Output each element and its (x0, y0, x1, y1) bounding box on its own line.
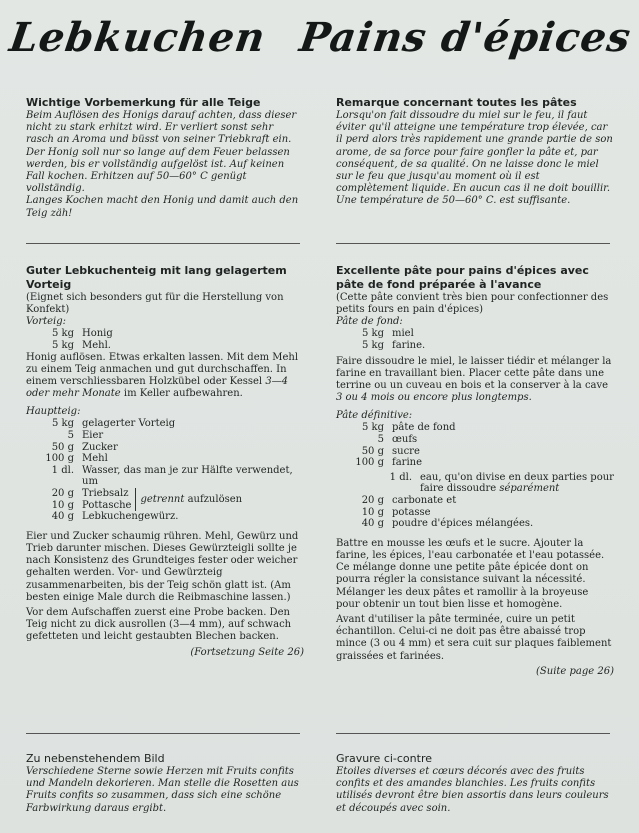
ingredient-qty: 5 (377, 434, 384, 445)
de-caption-text: Verschiedene Sterne sowie Herzen mit Fruits confits und Mandeln dekorieren. Man stelle die Rosetten aus Fruits confits so zusammen, dass sich eine schöne Farbwirkung daraus ergibt. (26, 766, 299, 814)
de-vorteig-instructions (26, 352, 304, 401)
ingredient-name: poudre d'épices mélangées. (392, 518, 534, 530)
text-italic: getrennt (140, 493, 185, 505)
fr-recipe-note: (Cette pâte convient très bien pour confectionner des petits fours en pain d'épices) (336, 292, 609, 316)
fr-heading-caption: Gravure ci-contre (336, 752, 432, 765)
ingredient-qty: 50 g (51, 441, 74, 453)
ingredient-row (26, 418, 304, 430)
divider (26, 733, 300, 734)
text: aufzulösen (187, 493, 243, 505)
de-heading-caption: Zu nebenstehendem Bild (26, 752, 165, 765)
fr-continuation-ref: (Suite page 26) (536, 665, 614, 677)
fr-heading-recipe: Excellente pâte pour pains d'épices avec pâte de fond préparée à l'avance (336, 264, 589, 291)
ingredient-row (26, 511, 304, 523)
ingredient-name: farine. (392, 340, 426, 351)
de-heading-recipe: Guter Lebkuchenteig mit lang gelagertem Vorteig (26, 264, 287, 291)
ingredient-name: Pottasche (82, 499, 132, 511)
de-preliminary-text: Beim Auflösen des Honigs darauf achten, dass dieser nicht zu stark erhitzt wird. Er verliert sonst sehr rasch an Aroma und büsst von seiner Triebkraft ein. Der Honig soll nur so lange auf dem Feuer belassen werden, bis er vollständig aufgelöst ist. Auf keinen Fall kochen. Erhitzen auf 50—60° C genügt vollständig. (26, 110, 297, 195)
text-italic: 3—4 oder mehr Monate (26, 376, 289, 400)
ingredient-name: miel (392, 328, 414, 340)
ingredient-qty: 5 kg (51, 340, 74, 351)
title-german: Lebkuchen (6, 14, 269, 61)
ingredient-name: potasse (392, 506, 431, 518)
de-continuation-ref: (Fortsetzung Seite 26) (190, 646, 304, 658)
divider (336, 243, 610, 244)
ingredient-row (26, 465, 304, 488)
ingredient-name: sucre (392, 445, 420, 457)
fr-heading-preliminary: Remarque concernant toutes les pâtes (336, 96, 577, 109)
ingredient-name: carbonate et (392, 494, 457, 506)
text: im Keller aufbewahren. (123, 388, 243, 400)
ingredient-row (26, 453, 304, 465)
ingredient-row (336, 495, 614, 507)
fr-label-fond: Pâte de fond: (336, 316, 403, 328)
ingredient-row (336, 472, 614, 495)
brace-items (26, 488, 136, 511)
ingredient-row (336, 518, 614, 530)
de-hauptteig-list (26, 418, 304, 522)
ingredient-row (336, 446, 614, 458)
de-section-preliminary (26, 96, 304, 220)
brace-note (136, 494, 242, 506)
ingredient-row (336, 422, 614, 434)
de-section-recipe (26, 264, 304, 659)
fr-baking-text: Avant d'utiliser la pâte terminée, cuire un petit échantillon. Celui-ci ne doit pas être abaissé trop mince (3 ou 4 mm) et sera cuit sur plaques faiblement graissées et farinées. (336, 613, 612, 662)
ingredient-name (420, 472, 614, 495)
ingredient-name: Triebsalz (82, 487, 129, 499)
ingredient-qty: 1 dl. (389, 471, 412, 483)
ingredient-row (336, 328, 614, 340)
ingredient-name: Lebkuchengewürz. (82, 511, 179, 523)
ingredient-row (26, 500, 131, 512)
ingredient-row (26, 328, 304, 340)
fr-preliminary-text: Lorsqu'on fait dissoudre du miel sur le feu, il faut éviter qu'il atteigne une température trop élevée, car il perd alors très rapidement une grande partie de son arome, de sa force pour faire gonfler la pâte et, par conséquent, de sa qualité. On ne laisse donc le miel sur le feu que jusqu'au moment où il est complètement liquide. En aucun cas il ne doit bouillir. Une température de 50—60° C. est suffisante. (336, 110, 613, 207)
de-heading-preliminary: Wichtige Vorbemerkung für alle Teige (26, 96, 261, 109)
ingredient-qty: 10 g (361, 506, 384, 518)
divider (336, 733, 610, 734)
ingredient-name: Eier (82, 430, 104, 441)
ingredient-name: Mehl (82, 453, 108, 465)
ingredient-row (26, 340, 304, 352)
de-vorteig-list (26, 328, 304, 351)
ingredient-name: œufs (392, 434, 418, 445)
fr-fond-instructions (336, 356, 614, 405)
fr-definitive-list (336, 422, 614, 529)
ingredient-qty: 10 g (51, 499, 74, 511)
ingredient-qty: 100 g (45, 453, 74, 465)
ingredient-name: Mehl. (82, 340, 111, 351)
de-preliminary-warning: Langes Kochen macht den Honig und damit auch den Teig zäh! (26, 195, 299, 219)
fr-section-image-caption (336, 752, 614, 815)
divider (26, 243, 300, 244)
ingredient-qty: 20 g (51, 487, 74, 499)
de-recipe-note: (Eignet sich besonders gut für die Herstellung von Konfekt) (26, 292, 284, 316)
de-section-image-caption (26, 752, 304, 815)
ingredient-row (26, 430, 304, 442)
ingredient-qty: 50 g (361, 445, 384, 457)
ingredient-qty: 40 g (51, 511, 74, 523)
de-baking-text: Vor dem Aufschaffen zuerst eine Probe backen. Den Teig nicht zu dick ausrollen (3—4 mm), auf schwach gefetteten und leicht gestaubten Blechen backen. (26, 606, 292, 643)
de-label-vorteig: Vorteig: (26, 316, 67, 328)
text-italic: 3 ou 4 mois ou encore plus longtemps. (336, 392, 532, 404)
ingredient-row (336, 507, 614, 519)
ingredient-qty: 5 kg (361, 340, 384, 351)
title-french: Pains d'épices (296, 14, 635, 61)
fr-method-text: Battre en mousse les œufs et le sucre. Ajouter la farine, les épices, l'eau carbonatée et l'eau potassée. Ce mélange donne une petite pâte épicée dont on pourra régler la consistance suivant la nécessité. Mélanger les deux pâtes et ramollir à la broyeuse pour obtenir un tout bien lisse et homogène. (336, 537, 605, 610)
ingredient-qty: 5 kg (361, 328, 384, 340)
ingredient-name: gelagerter Vorteig (82, 418, 176, 430)
ingredient-name: Wasser, das man je zur Hälfte verwendet, um (82, 464, 293, 488)
fr-caption-text: Etoiles diverses et cœurs décorés avec des fruits confits et des amandes blanchies. Les fruits confits utilisés devront être bien assortis dans leurs couleurs et découpés avec soin. (336, 766, 609, 814)
fr-label-definitive: Pâte définitive: (336, 410, 413, 422)
text-italic: séparément (499, 483, 560, 495)
text: Faire dissoudre le miel, le laisser tiédir et mélanger la farine en travaillant bien. Placer cette pâte dans une terrine ou un cuveau en bois et la conserver à la cave (336, 355, 612, 391)
de-label-hauptteig: Hauptteig: (26, 406, 81, 418)
fr-section-preliminary (336, 96, 614, 208)
ingredient-qty: 40 g (361, 518, 384, 530)
ingredient-qty: 5 (67, 430, 74, 441)
ingredient-qty: 1 dl. (51, 464, 74, 476)
ingredient-qty: 100 g (355, 457, 384, 469)
ingredient-row (336, 340, 614, 352)
ingredient-row (26, 488, 131, 500)
ingredient-row (26, 442, 304, 454)
ingredient-name: pâte de fond (392, 422, 456, 434)
ingredient-qty: 5 kg (361, 422, 384, 434)
text: Honig auflösen. Etwas erkalten lassen. Mit dem Mehl zu einem Teig anmachen und gut durchschaffen. In einem verschliessbaren Holzkübel oder Kessel (26, 351, 299, 387)
ingredient-qty: 5 kg (51, 328, 74, 340)
ingredient-brace-group (26, 488, 304, 511)
ingredient-name: Honig (82, 328, 113, 340)
de-method-text: Eier und Zucker schaumig rühren. Mehl, Gewürz und Trieb darunter mischen. Dieses Gewürzteigli sollte je nach Konsistenz des Grundteiges fester oder weicher gehalten werden. Vor- und Gewürzteig zusammenarbeiten, bis der Teig schön glatt ist. (Am besten einige Male durch die Reibmaschine lassen.) (26, 530, 299, 603)
ingredient-qty: 20 g (361, 494, 384, 506)
fr-section-recipe (336, 264, 614, 678)
ingredient-name: Zucker (82, 441, 118, 453)
text: eau, qu'on divise en deux parties pour faire dissoudre (420, 471, 614, 495)
ingredient-row (336, 457, 614, 469)
ingredient-name: farine (392, 457, 422, 469)
fr-fond-list (336, 328, 614, 351)
ingredient-qty: 5 kg (51, 418, 74, 430)
ingredient-row (336, 434, 614, 446)
